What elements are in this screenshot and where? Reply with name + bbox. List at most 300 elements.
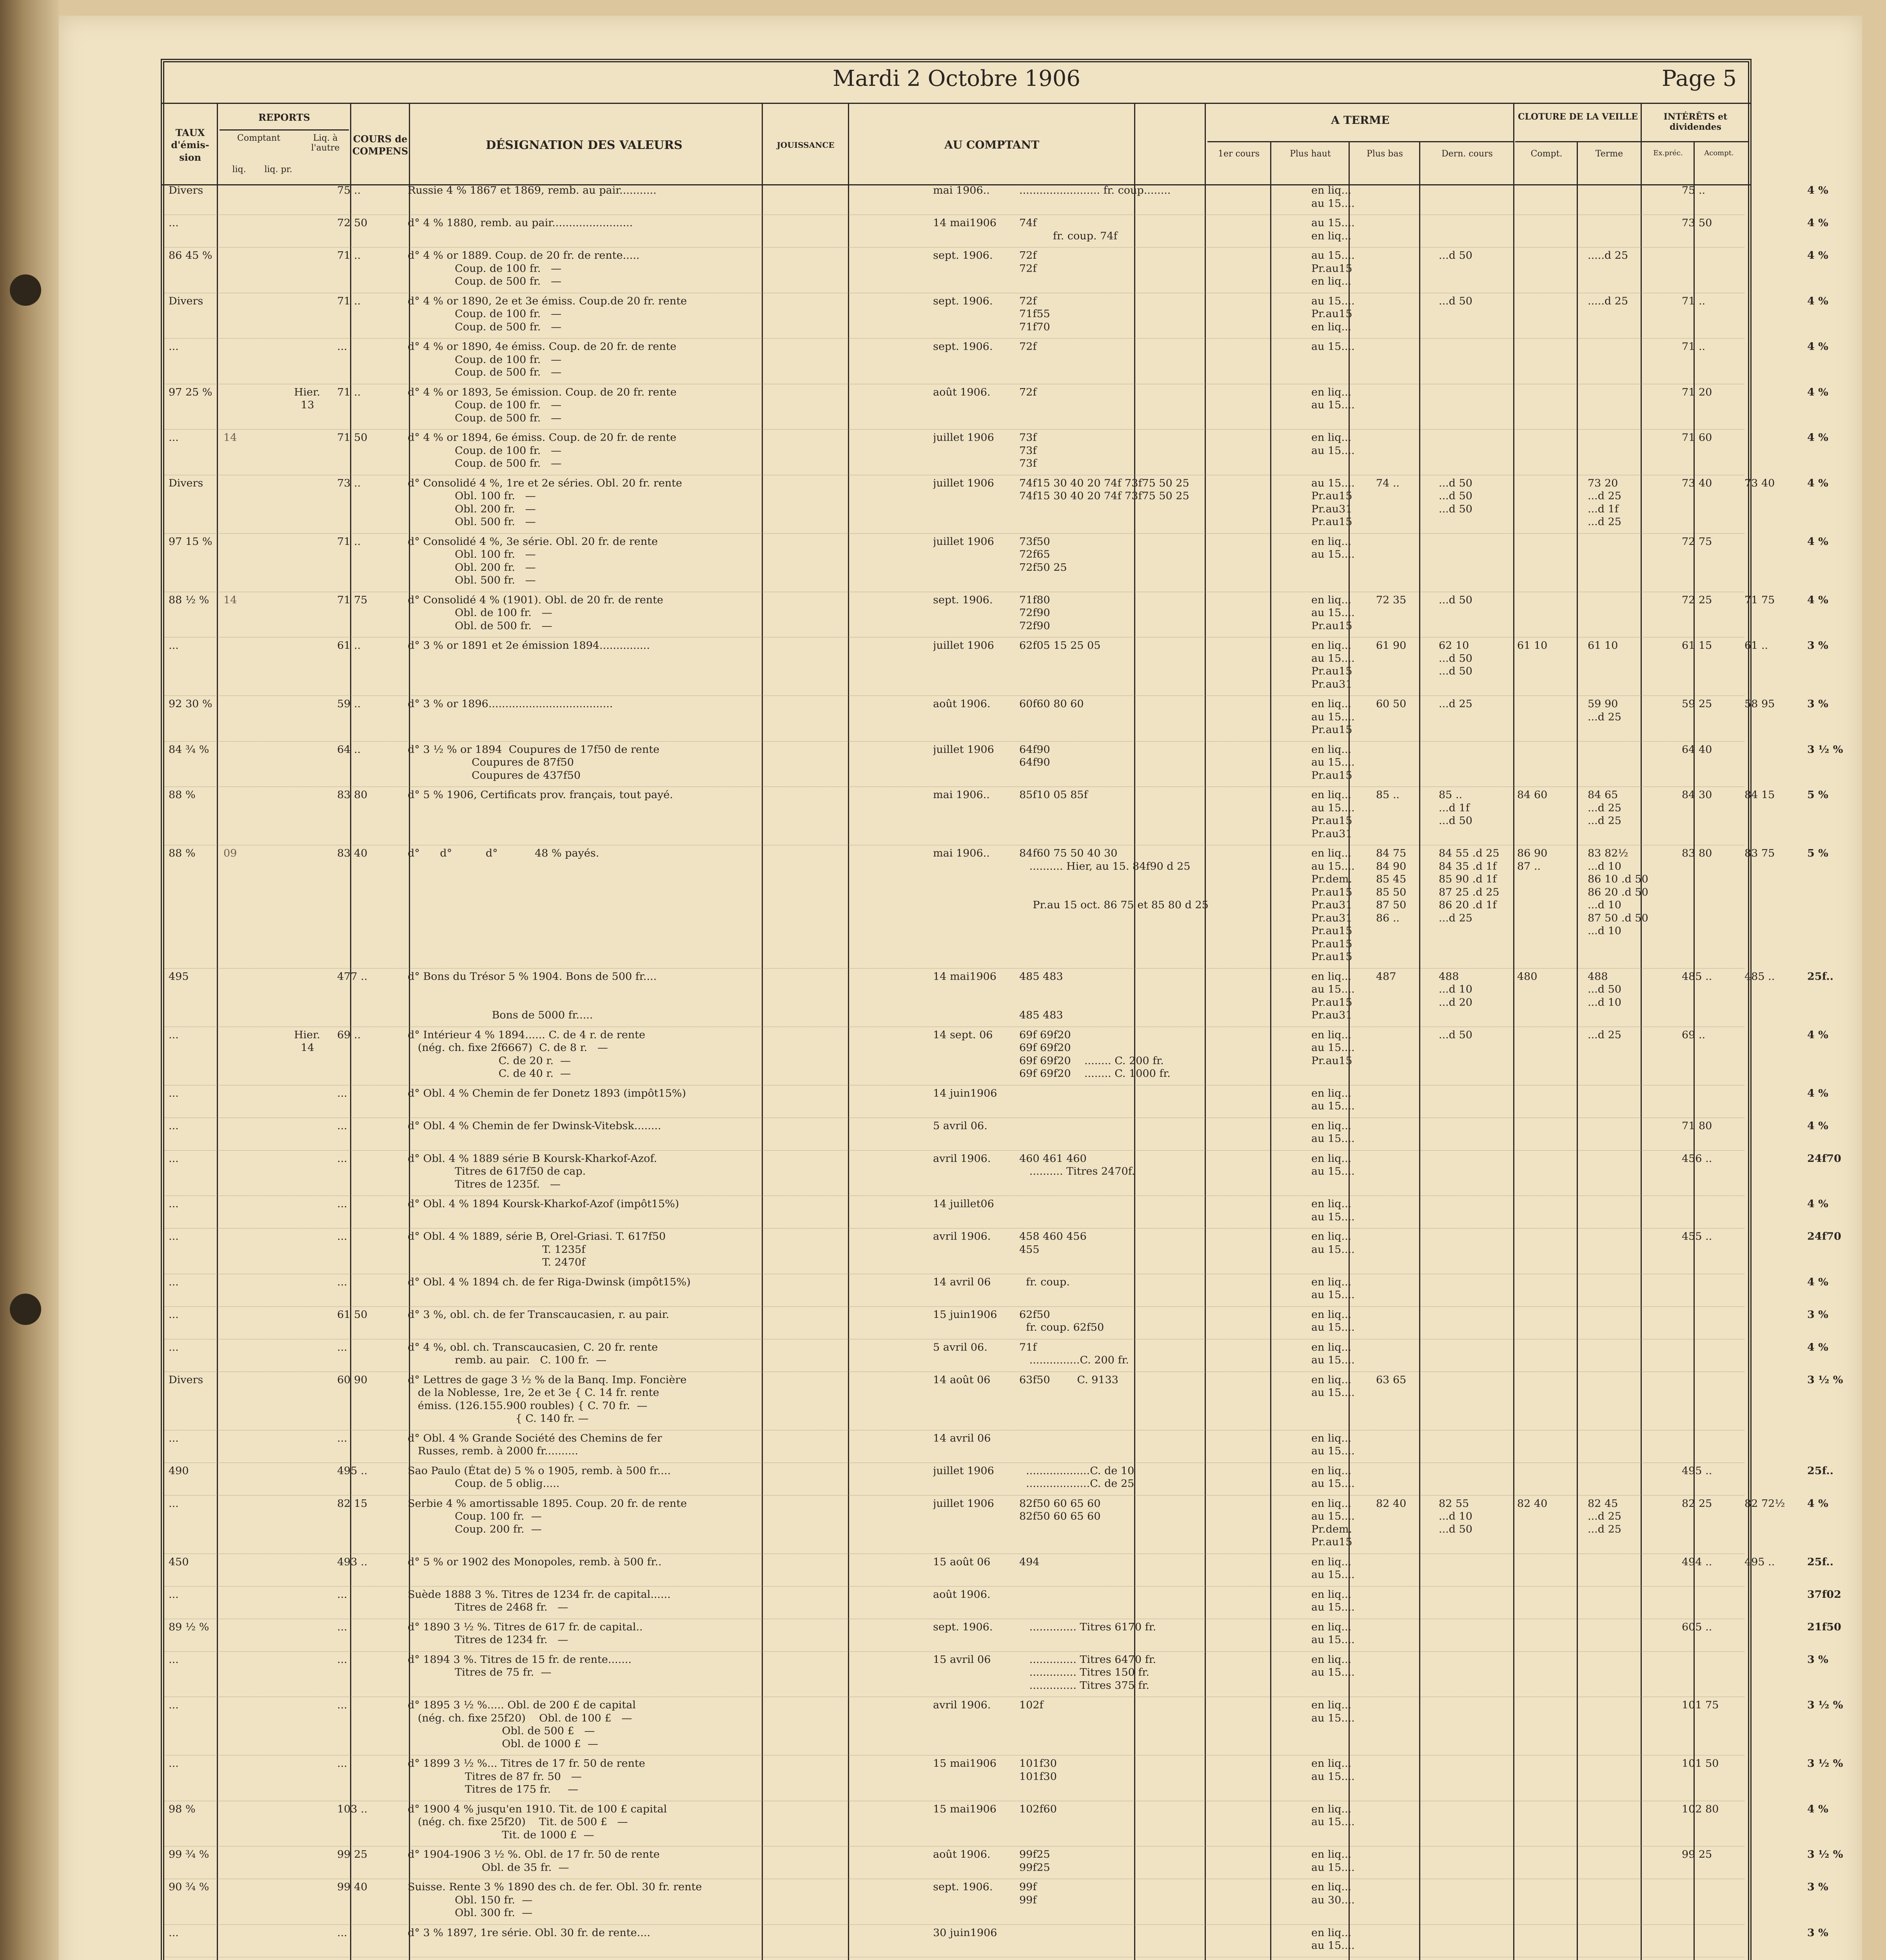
- jouissance-cell: mai 1906..: [933, 848, 990, 859]
- premier-cours-cell: 85 ..: [1376, 789, 1400, 801]
- dernier-cours-cell: 83 82½ ...d 10 86 10 .d 50 86 20 .d 50 ...d 10 87 50 .d 50 ...d 10: [1588, 848, 1648, 937]
- premier-cours-cell: 72 35: [1376, 594, 1407, 606]
- plus-haut-cell: ...d 50: [1439, 250, 1472, 261]
- table-row: [165, 1120, 1828, 1152]
- designation-cell: d° Consolidé 4 %, 3e série. Obl. 20 fr. de rente Obl. 100 fr. — Obl. 200 fr. — Obl. 500 fr. —: [408, 535, 658, 586]
- jouissance-cell: 5 avril 06.: [933, 1341, 987, 1353]
- row-divider: [165, 214, 1744, 215]
- jouissance-cell: sept. 1906.: [933, 250, 993, 261]
- report-cell: 14: [223, 432, 237, 444]
- cours-cell: ...: [337, 1927, 347, 1938]
- comptant-cell: 494: [1019, 1556, 1040, 1568]
- taux-cell: ...: [169, 1653, 179, 1666]
- premier-cours-cell: 63 65: [1376, 1374, 1407, 1386]
- cloture-rule: [1515, 141, 1748, 142]
- comptant-cell: 73f 73f 73f: [1019, 432, 1037, 470]
- binding-hole: [10, 274, 41, 306]
- designation-cell: d° 4 % or 1894, 6e émiss. Coup. de 20 fr. de rente Coup. de 100 fr. — Coup. de 500 fr. —: [408, 432, 677, 470]
- liquidation-label-cell: en liq... au 15....: [1311, 1556, 1355, 1581]
- premier-cours-cell: 82 40: [1376, 1497, 1407, 1510]
- interets-cell: 4 %: [1807, 184, 1828, 196]
- row-divider: [165, 1924, 1744, 1925]
- cours-cell: ...: [337, 1087, 347, 1099]
- table-row: [165, 1497, 1828, 1555]
- interets-cell: 4 %: [1807, 217, 1828, 229]
- taux-cell: ...: [169, 341, 179, 353]
- taux-cell: Divers: [169, 184, 203, 196]
- table-row: [165, 1621, 1841, 1653]
- premier-cours-cell: 74 ..: [1376, 477, 1400, 489]
- cours-cell: 60 90: [337, 1374, 368, 1386]
- taux-cell: ...: [169, 1152, 179, 1165]
- jouissance-cell: 14 sept. 06: [933, 1029, 993, 1041]
- designation-cell: d° Bons du Trésor 5 % 1904. Bons de 500 fr.... Bons de 5000 fr.....: [408, 971, 657, 1021]
- row-divider: [165, 1306, 1744, 1307]
- designation-cell: d° d° d° 48 % payés.: [408, 848, 599, 859]
- table-row: [165, 386, 1828, 432]
- premier-cours-cell: 487: [1376, 971, 1396, 982]
- table-row: [165, 1653, 1828, 1699]
- interets-cell: 3 ½ %: [1807, 1699, 1843, 1711]
- cloture-compt-cell: 456 ..: [1682, 1152, 1712, 1165]
- comptant-cell: 102f: [1019, 1699, 1044, 1711]
- jouissance-cell: juillet 1906: [933, 1465, 994, 1477]
- comptant-cell: 72f: [1019, 386, 1037, 398]
- row-divider: [165, 1150, 1744, 1151]
- col-reports-comptant: Comptant: [237, 133, 280, 143]
- jouissance-cell: mai 1906..: [933, 789, 990, 801]
- designation-cell: d° 3 % or 1891 et 2e émission 1894...............: [408, 639, 650, 652]
- table-row: [165, 1374, 1843, 1432]
- table-row: [165, 1848, 1843, 1881]
- jouissance-cell: sept. 1906.: [933, 295, 993, 307]
- plus-bas-cell: 61 10: [1517, 639, 1548, 652]
- taux-cell: 98 %: [169, 1803, 196, 1815]
- table-row: [165, 1152, 1841, 1198]
- cloture-compt-cell: 71 ..: [1682, 295, 1706, 307]
- designation-cell: d° 4 % 1880, remb. au pair........................: [408, 217, 633, 229]
- interets-cell: 4 %: [1807, 250, 1828, 261]
- terme-rule: [1207, 141, 1513, 142]
- row-divider: [165, 533, 1744, 534]
- interets-cell: 4 %: [1807, 1198, 1828, 1210]
- table-row: [165, 1308, 1828, 1341]
- jouissance-cell: sept. 1906.: [933, 594, 993, 606]
- page-date: Mardi 2 Octobre 1906: [832, 66, 1081, 91]
- liquidation-label-cell: en liq... au 15.... Pr.au15 Pr.au31: [1311, 639, 1355, 690]
- comptant-cell: 85f10 05 85f: [1019, 789, 1088, 801]
- liquidation-label-cell: en liq... au 30....: [1311, 1881, 1355, 1906]
- comptant-cell: 99f25 99f25: [1019, 1849, 1050, 1873]
- col-reports: REPORTS: [258, 112, 310, 123]
- liquidation-label-cell: au 15.... Pr.au15 en liq...: [1311, 295, 1355, 333]
- cloture-compt-cell: 71 60: [1682, 432, 1712, 444]
- binding-hole: [10, 1294, 41, 1325]
- col-interets-prec: Ex.préc.: [1653, 149, 1683, 157]
- cours-cell: 69 ..: [337, 1029, 361, 1041]
- designation-cell: d° 1894 3 %. Titres de 15 fr. de rente....... Titres de 75 fr. —: [408, 1653, 632, 1679]
- cours-cell: 71 ..: [337, 250, 361, 261]
- cours-cell: ...: [337, 1757, 347, 1769]
- comptant-cell: 60f60 80 60: [1019, 698, 1084, 710]
- designation-cell: d° 4 % or 1889. Coup. de 20 fr. de rente..... Coup. de 100 fr. — Coup. de 500 fr. —: [408, 250, 640, 287]
- comptant-cell: fr. coup.: [1019, 1276, 1070, 1288]
- designation-cell: d° Consolidé 4 %, 1re et 2e séries. Obl. 20 fr. rente Obl. 100 fr. — Obl. 200 fr. — Obl. 500 fr. —: [408, 477, 683, 528]
- plus-haut-cell: ...d 50 ...d 50 ...d 50: [1439, 477, 1472, 515]
- jouissance-cell: août 1906.: [933, 698, 991, 710]
- table-row: [165, 1087, 1828, 1120]
- comptant-cell: 69f 69f20 69f 69f20 69f 69f20 ........ C. 200 fr. 69f 69f20 ........ C. 1000 fr.: [1019, 1029, 1171, 1080]
- designation-cell: d° 1904-1906 3 ½ %. Obl. de 17 fr. 50 de rente Obl. de 35 fr. —: [408, 1849, 660, 1873]
- cloture-compt-cell: 485 ..: [1682, 971, 1712, 982]
- plus-haut-cell: ...d 25: [1439, 698, 1472, 710]
- taux-cell: Divers: [169, 477, 203, 489]
- jouissance-cell: 14 avril 06: [933, 1432, 991, 1444]
- plus-haut-cell: 62 10 ...d 50 ...d 50: [1439, 639, 1472, 677]
- cours-cell: ...: [337, 1588, 347, 1601]
- cours-cell: ...: [337, 1230, 347, 1243]
- jouissance-cell: juillet 1906: [933, 1497, 994, 1510]
- jouissance-cell: juillet 1906: [933, 477, 994, 489]
- plus-haut-cell: ...d 50: [1439, 295, 1472, 307]
- liquidation-label-cell: en liq... au 15.... Pr.au15 Pr.au31: [1311, 789, 1355, 840]
- designation-cell: d° 4 % or 1893, 5e émission. Coup. de 20 fr. rente Coup. de 100 fr. — Coup. de 500 fr. —: [408, 386, 677, 424]
- comptant-cell: 71f80 72f90 72f90: [1019, 594, 1050, 632]
- interets-cell: 5 %: [1807, 789, 1828, 801]
- liquidation-label-cell: en liq... au 15....: [1311, 1087, 1355, 1112]
- liquidation-label-cell: en liq... au 15.... Pr.dem. Pr.au15 Pr.au31 Pr.au31 Pr.au15 Pr.au15 Pr.au15: [1311, 848, 1355, 963]
- table-row: [165, 535, 1828, 594]
- col-cloture-compt: Compt.: [1530, 149, 1563, 159]
- comptant-cell: .............. Titres 6470 fr. .............. Titres 150 fr. .............. Titres 375 fr.: [1029, 1653, 1156, 1691]
- col-plus-bas: Plus bas: [1367, 149, 1403, 159]
- taux-cell: ...: [169, 1198, 179, 1210]
- cloture-compt-cell: 495 ..: [1682, 1465, 1712, 1477]
- liquidation-label-cell: au 15....: [1311, 341, 1355, 353]
- liquidation-label-cell: en liq... au 15....: [1311, 1198, 1355, 1223]
- row-divider: [165, 695, 1744, 696]
- jouissance-cell: avril 1906.: [933, 1699, 991, 1711]
- designation-cell: d° Lettres de gage 3 ½ % de la Banq. Imp. Foncière de la Noblesse, 1re, 2e et 3e { C. 14 fr. rente émiss. (126.155.900 roubles) { C. 70 fr. — { C. 140 fr. —: [408, 1374, 687, 1425]
- interets-cell: 4 %: [1807, 477, 1828, 489]
- designation-cell: d° Consolidé 4 % (1901). Obl. de 20 fr. de rente Obl. de 100 fr. — Obl. de 500 fr. —: [408, 594, 663, 632]
- taux-cell: 97 25 %: [169, 386, 212, 398]
- designation-cell: d° 1899 3 ½ %... Titres de 17 fr. 50 de rente Titres de 87 fr. 50 — Titres de 175 fr. —: [408, 1757, 645, 1795]
- cours-cell: ...: [337, 1699, 347, 1711]
- liquidation-label-cell: en liq... au 15....: [1311, 1757, 1355, 1782]
- designation-cell: d° Obl. 4 % 1889, série B, Orel-Griasi. T. 617f50 T. 1235f T. 2470f: [408, 1230, 666, 1269]
- liquidation-label-cell: en liq... au 15....: [1311, 1230, 1355, 1256]
- cours-cell: 71 ..: [337, 295, 361, 307]
- cours-cell: 82 15: [337, 1497, 368, 1510]
- liquidation-label-cell: en liq... au 15.... Pr.au15: [1311, 1029, 1355, 1067]
- taux-cell: ...: [169, 1029, 179, 1041]
- dernier-cours-cell: 73 20 ...d 25 ...d 1f ...d 25: [1588, 477, 1621, 528]
- designation-cell: d° Obl. 4 % Chemin de fer Dwinsk-Vitebsk........: [408, 1120, 661, 1132]
- interets-cell: 3 ½ %: [1807, 1849, 1843, 1860]
- cours-cell: 71 ..: [337, 535, 361, 548]
- cloture-terme-cell: 71 75: [1744, 594, 1775, 606]
- interets-cell: 3 %: [1807, 1881, 1828, 1893]
- cloture-terme-cell: 485 ..: [1744, 971, 1775, 982]
- table-row: [165, 1276, 1828, 1308]
- designation-cell: d° Obl. 4 % 1894 ch. de fer Riga-Dwinsk (impôt15%): [408, 1276, 691, 1288]
- comptant-cell: 101f30 101f30: [1019, 1757, 1057, 1782]
- col-premier-cours: 1er cours: [1218, 149, 1260, 159]
- comptant-cell: ...................C. de 10 ...................C. de 25: [1026, 1465, 1135, 1490]
- table-row: [165, 1588, 1841, 1621]
- designation-cell: d° Intérieur 4 % 1894...... C. de 4 r. de rente (nég. ch. fixe 2f6667) C. de 8 r. — C. de 20 r. — C. de 40 r. —: [408, 1029, 645, 1080]
- cloture-compt-cell: 72 25: [1682, 594, 1712, 606]
- comptant-cell: 485 483 485 483: [1019, 971, 1063, 1021]
- comptant-cell: 82f50 60 65 60 82f50 60 65 60: [1019, 1497, 1101, 1523]
- taux-cell: 88 %: [169, 848, 196, 859]
- dernier-cours-cell: 61 10: [1588, 639, 1618, 652]
- taux-cell: ...: [169, 1432, 179, 1444]
- col-interets-acompte: Acompt.: [1704, 149, 1734, 157]
- jouissance-cell: sept. 1906.: [933, 1881, 993, 1893]
- taux-cell: ...: [169, 1120, 179, 1132]
- comptant-cell: 71f ...............C. 200 fr.: [1019, 1341, 1129, 1366]
- interets-cell: 4 %: [1807, 432, 1828, 444]
- jouissance-cell: juillet 1906: [933, 744, 994, 755]
- designation-cell: d° 3 % 1897, 1re série. Obl. 30 fr. de rente....: [408, 1927, 650, 1938]
- designation-cell: d° 1890 3 ½ %. Titres de 617 fr. de capital.. Titres de 1234 fr. —: [408, 1621, 643, 1646]
- taux-cell: ...: [169, 1497, 179, 1510]
- col-reports-sub1: liq.: [232, 165, 246, 174]
- liquidation-label-cell: en liq... au 15.... Pr.dem. Pr.au15: [1311, 1497, 1355, 1548]
- cours-cell: ...: [337, 1653, 347, 1666]
- interets-cell: 25f..: [1807, 1465, 1834, 1477]
- liquidation-label-cell: en liq... au 15....: [1311, 1927, 1355, 1951]
- jouissance-cell: 5 avril 06.: [933, 1120, 987, 1132]
- row-divider: [165, 786, 1744, 787]
- taux-cell: ...: [169, 1699, 179, 1711]
- liquidation-label-cell: en liq... au 15....: [1311, 1803, 1355, 1828]
- designation-cell: d° 3 ½ % or 1894 Coupures de 17f50 de rente Coupures de 87f50 Coupures de 437f50: [408, 744, 660, 781]
- table-row: [165, 594, 1828, 639]
- jouissance-cell: 15 août 06: [933, 1556, 991, 1568]
- table-row: [165, 184, 1828, 217]
- taux-cell: ...: [169, 1927, 179, 1938]
- interets-cell: 25f..: [1807, 1556, 1834, 1568]
- designation-cell: d° Obl. 4 % 1894 Koursk-Kharkof-Azof (impôt15%): [408, 1198, 679, 1210]
- interets-cell: 3 %: [1807, 1927, 1828, 1938]
- col-reports-liq: Liq. à l'autre: [311, 133, 340, 153]
- interets-cell: 3 ½ %: [1807, 1374, 1843, 1386]
- plus-bas-cell: 86 90 87 ..: [1517, 848, 1548, 872]
- cours-cell: 73 ..: [337, 477, 361, 489]
- table-row: [165, 847, 1828, 970]
- comptant-cell: 64f90 64f90: [1019, 744, 1050, 768]
- table-row: [165, 1230, 1841, 1276]
- report-liq-cell: Hier. 13: [294, 386, 320, 411]
- interets-cell: 3 %: [1807, 639, 1828, 652]
- table-row: [165, 1926, 1828, 1959]
- liquidation-label-cell: en liq... au 15....: [1311, 1308, 1355, 1334]
- interets-cell: 3 ½ %: [1807, 1757, 1843, 1769]
- dernier-cours-cell: .....d 25: [1588, 250, 1628, 261]
- row-divider: [165, 1371, 1744, 1372]
- plus-haut-cell: 85 .. ...d 1f ...d 50: [1439, 789, 1472, 827]
- cloture-compt-cell: 494 ..: [1682, 1556, 1712, 1568]
- col-terme: A TERME: [1331, 114, 1390, 127]
- table-row: [165, 639, 1828, 698]
- col-cloture-terme: Terme: [1595, 149, 1623, 159]
- jouissance-cell: avril 1906.: [933, 1230, 991, 1243]
- interets-cell: 4 %: [1807, 1029, 1828, 1041]
- cloture-compt-cell: 72 75: [1682, 535, 1712, 548]
- designation-cell: d° 1895 3 ½ %..... Obl. de 200 £ de capital (nég. ch. fixe 25f20) Obl. de 100 £ — Obl. de 500 £ — Obl. de 1000 £ —: [408, 1699, 636, 1750]
- jouissance-cell: 15 avril 06: [933, 1653, 991, 1666]
- cours-cell: 103 ..: [337, 1803, 368, 1815]
- cloture-compt-cell: 71 20: [1682, 386, 1712, 398]
- plus-haut-cell: 488 ...d 10 ...d 20: [1439, 971, 1472, 1008]
- interets-cell: 3 ½ %: [1807, 744, 1843, 755]
- cours-cell: 72 50: [337, 217, 368, 229]
- liquidation-label-cell: en liq... au 15....: [1311, 1152, 1355, 1178]
- cloture-compt-cell: 64 40: [1682, 744, 1712, 755]
- cloture-compt-cell: 75 ..: [1682, 184, 1706, 196]
- jouissance-cell: sept. 1906.: [933, 341, 993, 353]
- liquidation-label-cell: en liq... au 15....: [1311, 184, 1355, 209]
- cours-cell: ...: [337, 1341, 347, 1353]
- taux-cell: ...: [169, 639, 179, 652]
- row-divider: [165, 1026, 1744, 1027]
- table-row: [165, 1803, 1828, 1848]
- table-row: [165, 698, 1828, 743]
- taux-cell: 84 ¾ %: [169, 744, 209, 755]
- interets-cell: 4 %: [1807, 1120, 1828, 1132]
- premier-cours-cell: 60 50: [1376, 698, 1407, 710]
- comptant-cell: 62f05 15 25 05: [1019, 639, 1101, 652]
- liquidation-label-cell: en liq... au 15....: [1311, 1621, 1355, 1646]
- liquidation-label-cell: au 15.... Pr.au15 en liq...: [1311, 250, 1355, 287]
- cours-cell: ...: [337, 1276, 347, 1288]
- page-number: Page 5: [1662, 66, 1737, 91]
- interets-cell: 4 %: [1807, 1497, 1828, 1510]
- book-binding: [0, 0, 59, 1960]
- row-divider: [165, 1800, 1744, 1801]
- taux-cell: ...: [169, 432, 179, 444]
- table-row: [165, 1555, 1834, 1588]
- jouissance-cell: juillet 1906: [933, 639, 994, 652]
- table-row: [165, 1699, 1843, 1757]
- cours-cell: 71 50: [337, 432, 368, 444]
- cours-cell: 75 ..: [337, 184, 361, 196]
- comptant-cell: 62f50 fr. coup. 62f50: [1019, 1308, 1104, 1334]
- comptant-cell: 72f: [1019, 341, 1037, 353]
- designation-cell: d° 4 %, obl. ch. Transcaucasien, C. 20 fr. rente remb. au pair. C. 100 fr. —: [408, 1341, 658, 1366]
- cours-cell: 61 ..: [337, 639, 361, 652]
- dernier-cours-cell: 82 45 ...d 25 ...d 25: [1588, 1497, 1621, 1535]
- cloture-compt-cell: 73 40: [1682, 477, 1712, 489]
- col-dernier-cours: Dern. cours: [1441, 149, 1493, 159]
- cours-cell: 495 ..: [337, 1465, 368, 1477]
- liquidation-label-cell: en liq... au 15....: [1311, 1276, 1355, 1301]
- plus-haut-cell: 84 55 .d 25 84 35 .d 1f 85 90 .d 1f 87 25 .d 25 86 20 .d 1f ...d 25: [1439, 848, 1499, 924]
- comptant-cell: 458 460 456 455: [1019, 1230, 1087, 1256]
- reports-rule: [220, 129, 349, 131]
- comptant-cell: 84f60 75 50 40 30 .......... Hier, au 15. 84f90 d 25 Pr.au 15 oct. 86 75 et 85 80 d 25: [1019, 848, 1209, 911]
- interets-cell: 5 %: [1807, 848, 1828, 859]
- taux-cell: Divers: [169, 1374, 203, 1386]
- liquidation-label-cell: en liq... au 15....: [1311, 1588, 1355, 1613]
- taux-cell: 490: [169, 1465, 189, 1477]
- interets-cell: 4 %: [1807, 1276, 1828, 1288]
- table-row: [165, 789, 1828, 847]
- designation-cell: Serbie 4 % amortissable 1895. Coup. 20 fr. de rente Coup. 100 fr. — Coup. 200 fr. —: [408, 1497, 687, 1535]
- jouissance-cell: 14 avril 06: [933, 1276, 991, 1288]
- designation-cell: d° 5 % or 1902 des Monopoles, remb. à 500 fr..: [408, 1556, 662, 1568]
- table-row: [165, 1881, 1828, 1926]
- row-divider: [165, 1228, 1744, 1229]
- plus-bas-cell: 82 40: [1517, 1497, 1548, 1510]
- cours-cell: 64 ..: [337, 744, 361, 755]
- cours-cell: 83 80: [337, 789, 368, 801]
- cours-cell: 71 ..: [337, 386, 361, 398]
- interets-cell: 25f..: [1807, 971, 1834, 982]
- liquidation-label-cell: en liq... au 15....: [1311, 1653, 1355, 1679]
- cours-cell: 71 75: [337, 594, 368, 606]
- cours-cell: ...: [337, 1621, 347, 1633]
- liquidation-label-cell: en liq... au 15....: [1311, 1374, 1355, 1399]
- comptant-cell: .............. Titres 6170 fr.: [1019, 1621, 1156, 1633]
- comptant-cell: 73f50 72f65 72f50 25: [1019, 535, 1067, 573]
- designation-cell: d° 4 % or 1890, 4e émiss. Coup. de 20 fr. de rente Coup. de 100 fr. — Coup. de 500 fr. —: [408, 341, 677, 379]
- jouissance-cell: 14 mai1906: [933, 971, 997, 982]
- table-row: [165, 432, 1828, 477]
- jouissance-cell: 15 mai1906: [933, 1803, 997, 1815]
- designation-cell: d° 5 % 1906, Certificats prov. français, tout payé.: [408, 789, 673, 801]
- cours-cell: ...: [337, 1120, 347, 1132]
- cloture-terme-cell: 73 40: [1744, 477, 1775, 489]
- jouissance-cell: 14 juin1906: [933, 1087, 997, 1099]
- comptant-cell: 74f fr. coup. 74f: [1019, 217, 1118, 242]
- liquidation-label-cell: en liq... au 15.... Pr.au15 Pr.au31: [1311, 971, 1355, 1021]
- taux-cell: 88 %: [169, 789, 196, 801]
- cloture-terme-cell: 495 ..: [1744, 1556, 1775, 1568]
- col-designation: DÉSIGNATION DES VALEURS: [486, 138, 683, 152]
- jouissance-cell: août 1906.: [933, 386, 991, 398]
- plus-haut-cell: 82 55 ...d 10 ...d 50: [1439, 1497, 1472, 1535]
- jouissance-cell: 15 juin1906: [933, 1308, 997, 1321]
- taux-cell: ...: [169, 1308, 179, 1321]
- interets-cell: 4 %: [1807, 594, 1828, 606]
- col-cours: COURS de COMPENS: [352, 133, 408, 157]
- liquidation-label-cell: en liq... au 15....: [1311, 1849, 1355, 1873]
- col-comptant: AU COMPTANT: [944, 138, 1040, 151]
- report-cell: 14: [223, 594, 237, 606]
- plus-bas-cell: 84 60: [1517, 789, 1548, 801]
- liquidation-label-cell: en liq... au 15....: [1311, 1465, 1355, 1490]
- designation-cell: Sao Paulo (État de) 5 % o 1905, remb. à 500 fr.... Coup. de 5 oblig.....: [408, 1465, 671, 1490]
- designation-cell: Suède 1888 3 %. Titres de 1234 fr. de capital...... Titres de 2468 fr. —: [408, 1588, 671, 1613]
- cours-cell: ...: [337, 1152, 347, 1165]
- designation-cell: d° 4 % or 1890, 2e et 3e émiss. Coup.de 20 fr. rente Coup. de 100 fr. — Coup. de 500 fr. —: [408, 295, 687, 333]
- taux-cell: 450: [169, 1556, 189, 1568]
- col-jouissance: JOUISSANCE: [777, 140, 835, 150]
- jouissance-cell: mai 1906..: [933, 184, 990, 196]
- comptant-cell: 63f50 C. 9133: [1019, 1374, 1118, 1386]
- taux-cell: 99 ¾ %: [169, 1849, 209, 1860]
- table-row: [165, 743, 1843, 789]
- liquidation-label-cell: en liq... au 15.... Pr.au15: [1311, 594, 1355, 632]
- cours-cell: 493 ..: [337, 1556, 368, 1568]
- table-row: [165, 477, 1828, 535]
- interets-cell: 4 %: [1807, 1087, 1828, 1099]
- cloture-compt-cell: 83 80: [1682, 848, 1712, 859]
